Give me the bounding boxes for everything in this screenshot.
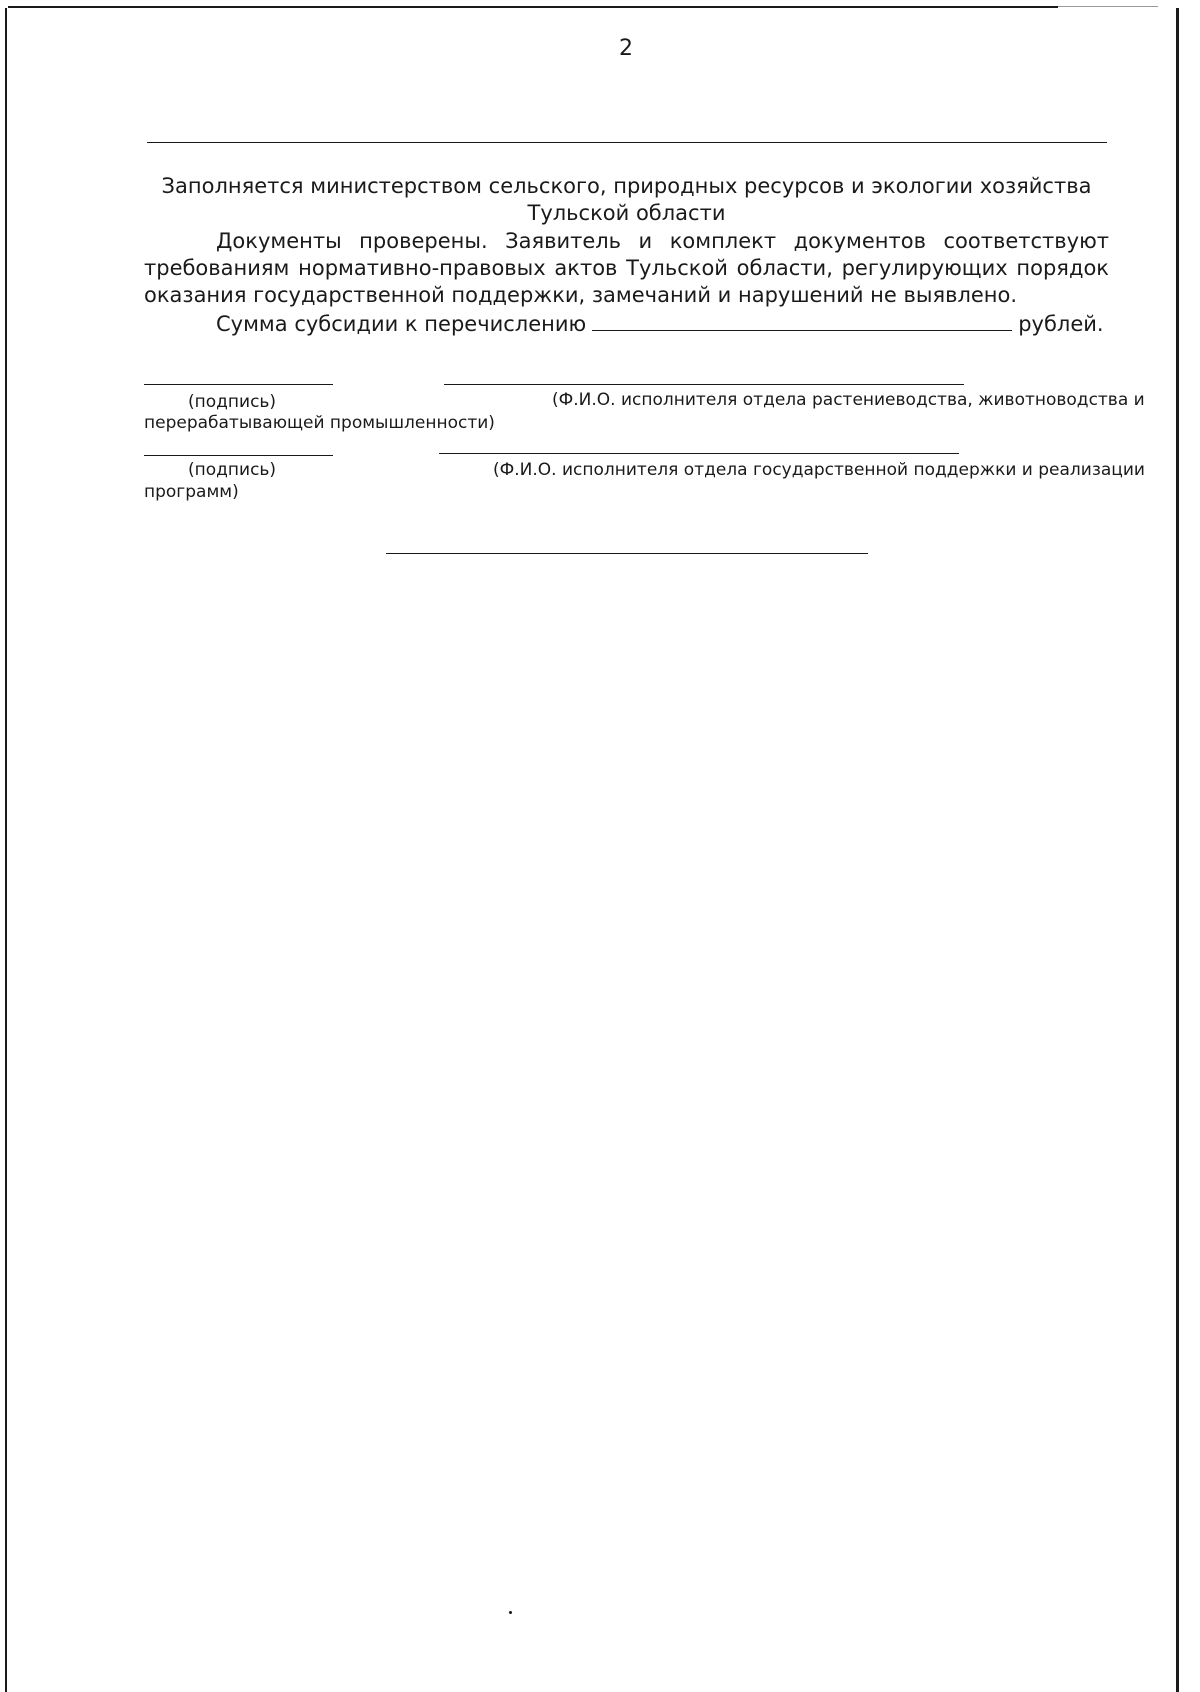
signature-caption-2: (подпись) (188, 460, 277, 480)
name-caption-2-cont: программ) (144, 482, 239, 502)
ministry-heading: Заполняется министерством сельского, природных ресурсов и экологии хозяйства Тульской области (161, 174, 1092, 225)
signature-line-2 (144, 455, 333, 456)
top-separator-line (147, 142, 1107, 143)
subsidy-sum-line (216, 310, 1116, 338)
name-line-2 (439, 453, 959, 454)
page-number: 2 (619, 36, 633, 61)
signature-line-1 (144, 384, 333, 385)
scan-border-top (8, 6, 1058, 8)
subsidy-sum-blank (592, 310, 1012, 331)
name-caption-2: (Ф.И.О. исполнителя отдела государственной поддержки и реализации (493, 460, 1145, 480)
signature-caption-1: (подпись) (188, 392, 277, 412)
name-line-1 (444, 384, 964, 385)
scan-speck (509, 1611, 512, 1614)
name-caption-1: (Ф.И.О. исполнителя отдела растениеводства, животноводства и (552, 390, 1145, 410)
scan-border-right (1176, 8, 1179, 1692)
scan-border-left (5, 8, 7, 1692)
subsidy-sum-label: Сумма субсидии к перечислению (216, 312, 587, 336)
scan-border-top-fade (1058, 6, 1158, 7)
verification-text: Документы проверены. Заявитель и комплект документов соответствуют требованиям нормативно-правовых актов Тульской области, регулирующих порядок оказания государственной поддержки, замечаний и нарушений не выявлено. (144, 229, 1109, 307)
closing-separator-line (386, 553, 868, 554)
subsidy-sum-unit: рублей. (1018, 312, 1104, 336)
name-caption-1-cont: перерабатывающей промышленности) (144, 413, 495, 433)
